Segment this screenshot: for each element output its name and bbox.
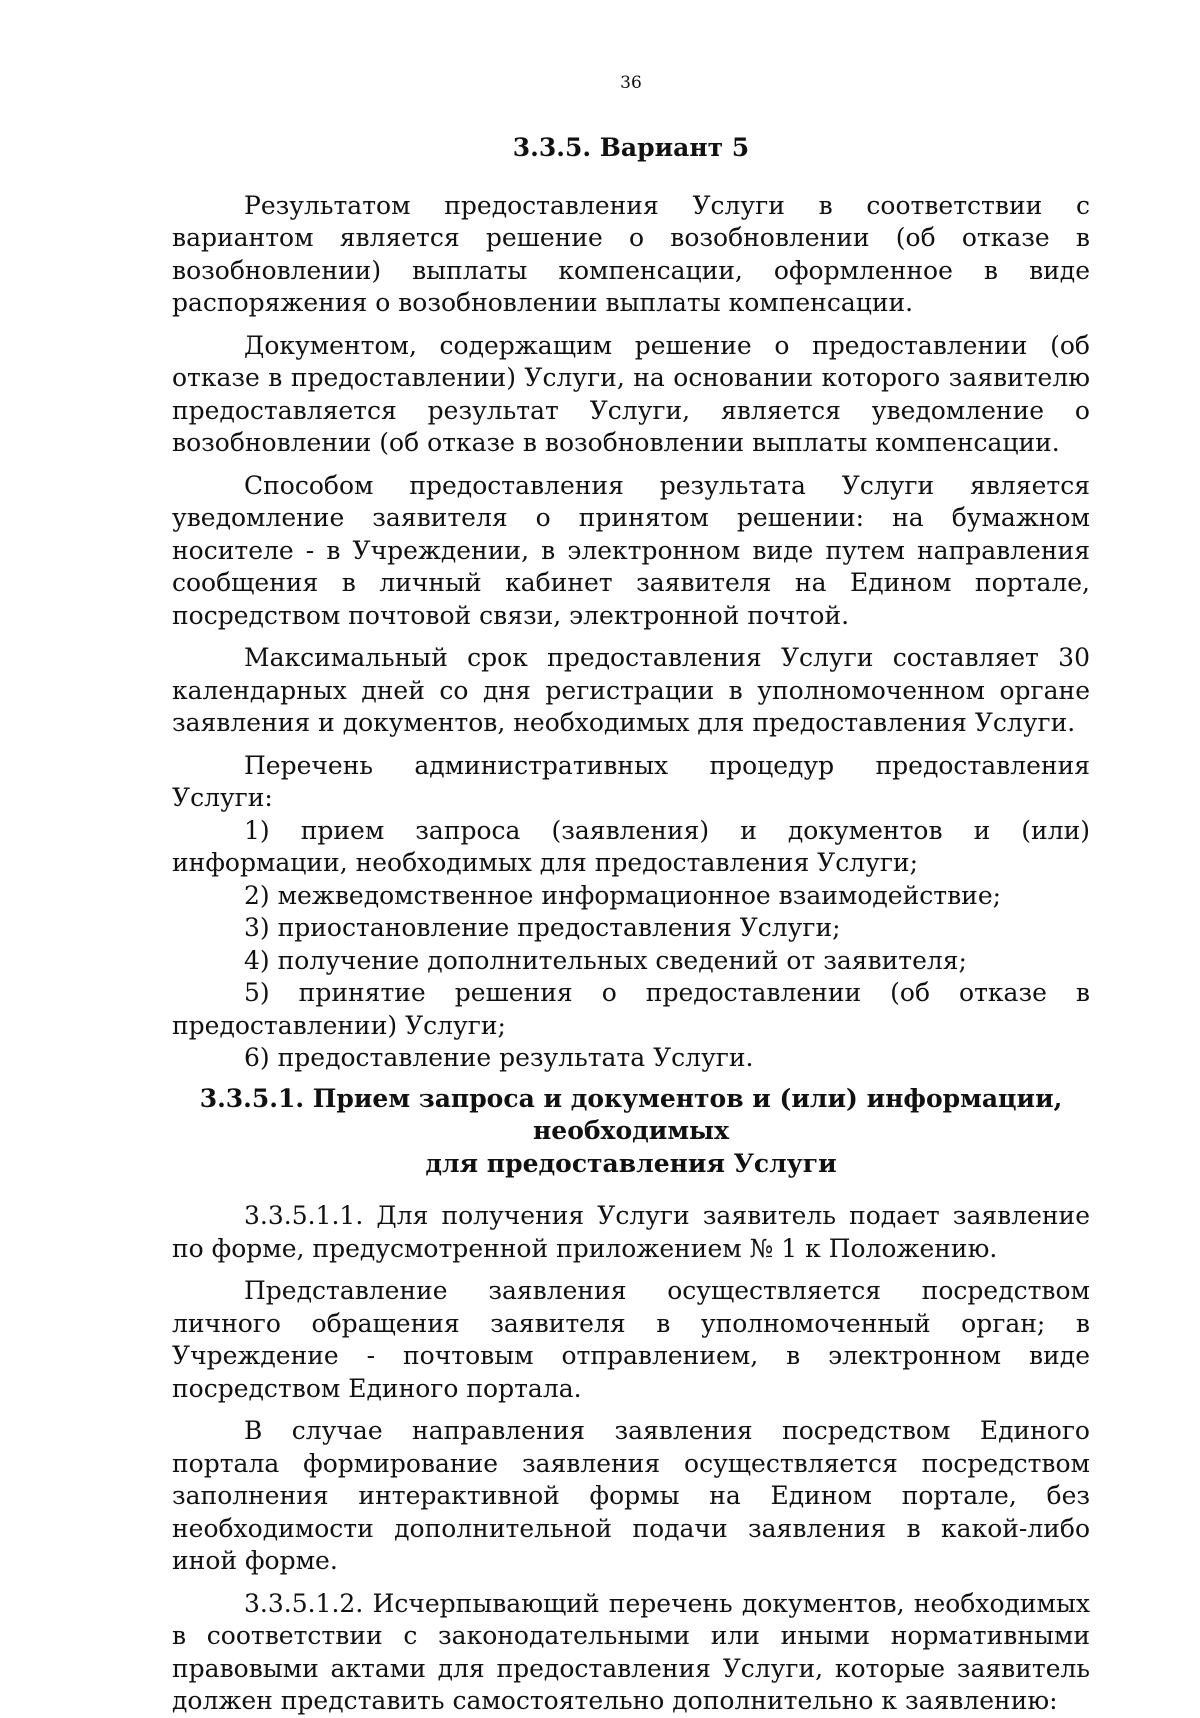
subsection-heading <box>172 1083 1090 1181</box>
paragraph-document: Документом, содержащим решение о предоставлении (об отказе в предоставлении) Услуги, на основании которого заявителю предоставляется результат Услуги, является уведомление о возобновлении (об отказе в возобновлении выплаты компенсации. <box>172 330 1090 457</box>
paragraph-method: Способом предоставления результата Услуги является уведомление заявителя о принятом решении: на бумажном носителе - в Учреждении, в электронном виде путем направления сообщения в личный кабинет заявителя на Едином портале, посредством почтовой связи, электронной почтой. <box>172 470 1090 630</box>
list-item: 4) получение дополнительных сведений от заявителя; <box>244 945 967 975</box>
list-item: 6) предоставление результата Услуги. <box>244 1043 754 1072</box>
paragraph-portal: В случае направления заявления посредством Единого портала формирование заявления осуществляется посредством заполнения интерактивной формы на Едином портале, без необходимости дополнительной подачи заявления в какой-либо иной форме. <box>172 1416 1090 1575</box>
page-number: 36 <box>620 73 642 93</box>
paragraph-submission: Представление заявления осуществляется посредством личного обращения заявителя в уполномоченный орган; в Учреждение - почтовым отправлением, в электронном виде посредством Единого портала. <box>172 1276 1090 1403</box>
paragraph-result: Результатом предоставления Услуги в соответствии с вариантом является решение о возобновлении (об отказе в возобновлении) выплаты компенсации, оформленное в виде распоряжения о возобновлении выплаты компенсации. <box>172 190 1090 317</box>
list-intro: Перечень административных процедур предоставления Услуги: <box>172 750 1090 812</box>
paragraph-max-term: Максимальный срок предоставления Услуги составляет 30 календарных дней со дня регистрации в уполномоченном органе заявления и документов, необходимых для предоставления Услуги. <box>172 643 1090 737</box>
list-item: 3) приостановление предоставления Услуги; <box>244 913 841 942</box>
list-item: 5) принятие решения о предоставлении (об отказе в предоставлении) Услуги; <box>172 978 1090 1040</box>
paragraph-documents-list: 3.3.5.1.2. Исчерпывающий перечень документов, необходимых в соответствии с законодательными или иными нормативными правовыми актами для предоставления Услуги, которые заявитель должен представить самостоятельно дополнительно к заявлению: <box>172 1588 1090 1715</box>
list-item: 2) межведомственное информационное взаимодействие; <box>244 880 1002 910</box>
section-heading: 3.3.5. Вариант 5 <box>512 133 750 162</box>
list-item: 1) прием запроса (заявления) и документов и (или) информации, необходимых для предоставления Услуги; <box>172 815 1090 877</box>
paragraph-application-form: 3.3.5.1.1. Для получения Услуги заявитель подает заявление по форме, предусмотренной приложением № 1 к Положению. <box>172 1201 1090 1263</box>
subsection-heading-line1: 3.3.5.1. Прием запроса и документов и (или) информации, необходимых <box>199 1083 1063 1145</box>
subsection-heading-line2: для предоставления Услуги <box>425 1148 837 1178</box>
